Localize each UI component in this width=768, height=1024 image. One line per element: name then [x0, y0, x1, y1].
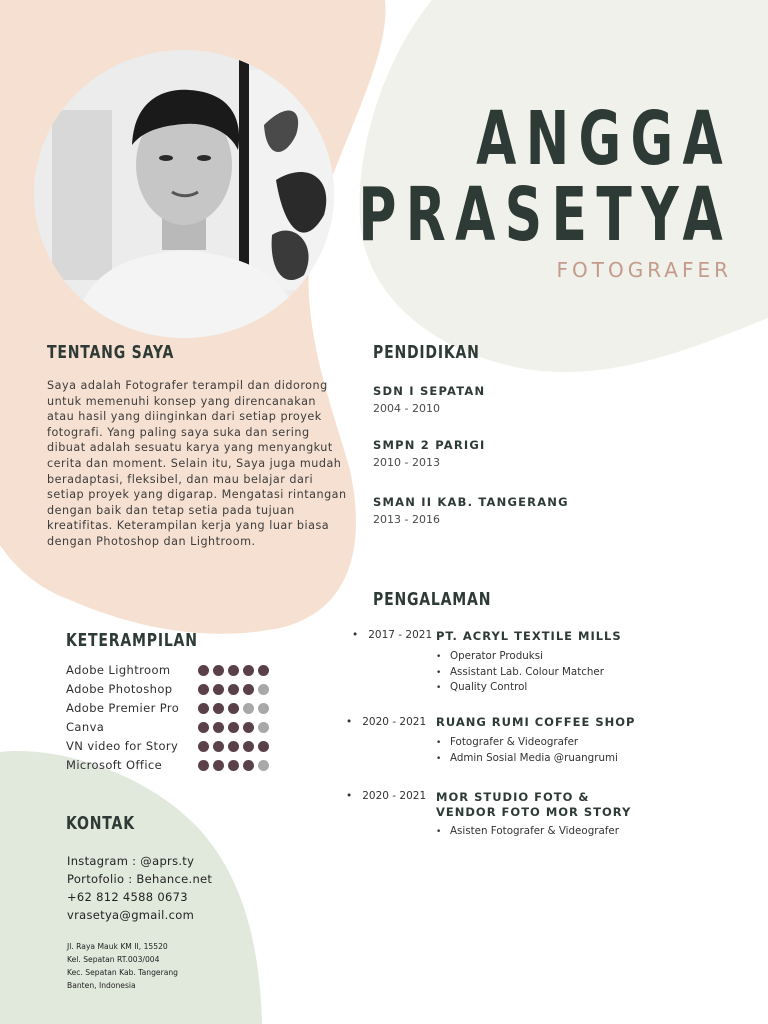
- rating-dot-filled: [213, 722, 224, 733]
- rating-dot-filled: [198, 665, 209, 676]
- school-name: SDN I SEPATAN: [373, 384, 486, 398]
- education-heading: PENDIDIKAN: [373, 342, 480, 363]
- skill-name: Microsoft Office: [66, 758, 163, 772]
- rating-dot-filled: [243, 741, 254, 752]
- rating-dot-filled: [213, 703, 224, 714]
- experience-date-text: 2017 - 2021: [368, 629, 433, 641]
- duty-item: • Fotografer & Videografer: [436, 735, 618, 751]
- address-line: Kec. Sepatan Kab. Tangerang: [67, 968, 178, 977]
- duty-item: • Admin Sosial Media @ruangrumi: [436, 751, 618, 767]
- experience-date-text: 2020 - 2021: [362, 790, 427, 802]
- education-item: [373, 384, 485, 415]
- rating-dot-filled: [213, 665, 224, 676]
- skill-rating: [198, 722, 269, 733]
- phone-line: +62 812 4588 0673: [67, 890, 188, 904]
- education-item: [373, 495, 569, 526]
- skill-name: Canva: [66, 720, 105, 734]
- email-line: vrasetya@gmail.com: [67, 908, 195, 922]
- rating-dot-empty: [243, 703, 254, 714]
- rating-dot-filled: [228, 741, 239, 752]
- rating-dot-filled: [258, 741, 269, 752]
- experience-heading: PENGALAMAN: [373, 589, 492, 610]
- rating-dot-filled: [213, 741, 224, 752]
- address-line: Jl. Raya Mauk KM II, 15520: [67, 942, 168, 951]
- rating-dot-filled: [228, 722, 239, 733]
- rating-dot-filled: [213, 760, 224, 771]
- rating-dot-filled: [243, 722, 254, 733]
- profile-photo: [34, 50, 334, 338]
- school-name: SMPN 2 PARIGI: [373, 438, 486, 452]
- address-line: Banten, Indonesia: [67, 981, 136, 990]
- skill-name: Adobe Lightroom: [66, 663, 171, 677]
- duty-item: • Operator Produksi: [436, 649, 604, 665]
- school-years: 2010 - 2013: [373, 456, 440, 469]
- school-years: 2013 - 2016: [373, 513, 440, 526]
- rating-dot-filled: [243, 684, 254, 695]
- skill-rating: [198, 741, 269, 752]
- about-text: Saya adalah Fotografer terampil dan didorong untuk memenuhi konsep yang direncanakan atau hasil yang diinginkan dari setiap proyek fotografi. Yang paling saya suka dan sering dibuat adalah sesuatu karya yang menyangkut cerita dan moment. Selain itu, Saya juga mudah beradaptasi, fleksibel, dan mau belajar dari setiap proyek yang digarap. Mengatasi rintangan dengan baik dan tetap setia pada tujuan kreatifitas. Keterampilan kerja yang luar biasa dengan Photoshop dan Lightroom.: [47, 379, 347, 548]
- rating-dot-filled: [258, 665, 269, 676]
- school-years: 2004 - 2010: [373, 402, 440, 415]
- skill-name: Adobe Photoshop: [66, 682, 173, 696]
- rating-dot-empty: [258, 703, 269, 714]
- last-name: PRASETYA: [358, 172, 732, 258]
- rating-dot-filled: [228, 760, 239, 771]
- rating-dot-filled: [198, 703, 209, 714]
- company-line: MOR STUDIO FOTO &: [436, 790, 590, 804]
- rating-dot-filled: [198, 684, 209, 695]
- experience-company: PT. ACRYL TEXTILE MILLS: [436, 629, 622, 643]
- duty-item: • Asisten Fotografer & Videografer: [436, 824, 619, 840]
- experience-date: • 2020 - 2021: [346, 790, 427, 802]
- experience-date: • 2020 - 2021: [346, 716, 427, 728]
- rating-dot-filled: [213, 684, 224, 695]
- skill-rating: [198, 665, 269, 676]
- skill-name: VN video for Story: [66, 739, 179, 753]
- rating-dot-empty: [258, 722, 269, 733]
- experience-company: RUANG RUMI COFFEE SHOP: [436, 715, 636, 729]
- duty-item: • Quality Control: [436, 680, 604, 696]
- rating-dot-filled: [198, 741, 209, 752]
- experience-duties: [436, 649, 604, 696]
- contact-heading: KONTAK: [66, 813, 135, 834]
- experience-duties: [436, 735, 618, 766]
- job-title: FOTOGRAFER: [556, 258, 732, 282]
- rating-dot-filled: [228, 703, 239, 714]
- rating-dot-filled: [228, 665, 239, 676]
- portfolio-line: Portofolio : Behance.net: [67, 872, 213, 886]
- experience-date: • 2017 - 2021: [352, 629, 433, 641]
- rating-dot-filled: [243, 760, 254, 771]
- instagram-line: Instagram : @aprs.ty: [67, 854, 195, 868]
- duty-item: • Assistant Lab. Colour Matcher: [436, 665, 604, 681]
- address-block: [67, 940, 178, 992]
- skill-rating: [198, 684, 269, 695]
- skill-rating: [198, 703, 269, 714]
- education-item: [373, 438, 486, 469]
- company-line: VENDOR FOTO MOR STORY: [436, 805, 632, 819]
- address-line: Kel. Sepatan RT.003/004: [67, 955, 160, 964]
- about-heading: TENTANG SAYA: [47, 342, 175, 363]
- rating-dot-filled: [198, 760, 209, 771]
- rating-dot-empty: [258, 684, 269, 695]
- experience-date-text: 2020 - 2021: [362, 716, 427, 728]
- rating-dot-empty: [258, 760, 269, 771]
- skill-rating: [198, 760, 269, 771]
- experience-company: [436, 790, 631, 820]
- rating-dot-filled: [198, 722, 209, 733]
- skills-heading: KETERAMPILAN: [66, 630, 198, 651]
- experience-duties: [436, 824, 619, 840]
- rating-dot-filled: [243, 665, 254, 676]
- first-name: ANGGA: [476, 96, 732, 182]
- school-name: SMAN II KAB. TANGERANG: [373, 495, 569, 509]
- rating-dot-filled: [228, 684, 239, 695]
- skill-name: Adobe Premier Pro: [66, 701, 180, 715]
